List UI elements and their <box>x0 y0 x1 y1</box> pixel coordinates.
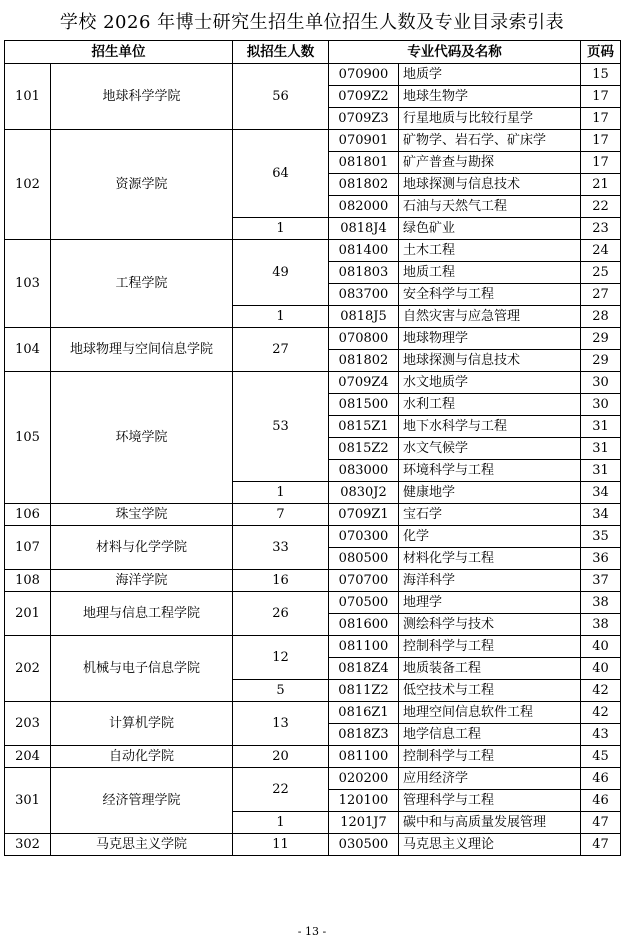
page-ref: 42 <box>581 680 621 702</box>
major-code: 081400 <box>329 240 399 262</box>
unit-code: 101 <box>5 64 51 130</box>
major-name: 地球物理学 <box>399 328 581 350</box>
major-name: 矿产普查与勘探 <box>399 152 581 174</box>
major-code: 081802 <box>329 174 399 196</box>
major-name: 化学 <box>399 526 581 548</box>
table-row <box>5 64 621 86</box>
major-name: 管理科学与工程 <box>399 790 581 812</box>
enrollment-count: 27 <box>233 328 329 372</box>
page-ref: 34 <box>581 482 621 504</box>
header-count: 拟招生人数 <box>233 41 329 64</box>
major-name: 碳中和与高质量发展管理 <box>399 812 581 834</box>
unit-name: 资源学院 <box>51 130 233 240</box>
table-row <box>5 636 621 658</box>
table-row <box>5 328 621 350</box>
table-row <box>5 592 621 614</box>
page-number: - 13 - <box>297 925 327 938</box>
header-row <box>5 41 621 64</box>
page-ref: 29 <box>581 328 621 350</box>
major-code: 020200 <box>329 768 399 790</box>
major-name: 石油与天然气工程 <box>399 196 581 218</box>
page-ref: 36 <box>581 548 621 570</box>
table-row <box>5 240 621 262</box>
table-row <box>5 746 621 768</box>
major-code: 081801 <box>329 152 399 174</box>
page-ref: 21 <box>581 174 621 196</box>
page-ref: 29 <box>581 350 621 372</box>
page-ref: 27 <box>581 284 621 306</box>
enrollment-count: 7 <box>233 504 329 526</box>
unit-code: 103 <box>5 240 51 328</box>
enrollment-count: 56 <box>233 64 329 130</box>
unit-code: 201 <box>5 592 51 636</box>
major-name: 环境科学与工程 <box>399 460 581 482</box>
major-code: 081600 <box>329 614 399 636</box>
major-name: 控制科学与工程 <box>399 636 581 658</box>
major-code: 0709Z1 <box>329 504 399 526</box>
unit-name: 机械与电子信息学院 <box>51 636 233 702</box>
major-code: 070901 <box>329 130 399 152</box>
major-name: 材料化学与工程 <box>399 548 581 570</box>
major-name: 地理学 <box>399 592 581 614</box>
table-row <box>5 372 621 394</box>
table-row <box>5 702 621 724</box>
major-code: 0816Z1 <box>329 702 399 724</box>
major-name: 测绘科学与技术 <box>399 614 581 636</box>
major-name: 水文地质学 <box>399 372 581 394</box>
page-ref: 40 <box>581 636 621 658</box>
major-name: 应用经济学 <box>399 768 581 790</box>
enrollment-count: 33 <box>233 526 329 570</box>
major-code: 070500 <box>329 592 399 614</box>
page-ref: 30 <box>581 394 621 416</box>
table-body <box>5 64 621 856</box>
major-name: 地理空间信息软件工程 <box>399 702 581 724</box>
enrollment-count: 53 <box>233 372 329 482</box>
page-ref: 35 <box>581 526 621 548</box>
page-ref: 45 <box>581 746 621 768</box>
unit-code: 203 <box>5 702 51 746</box>
major-name: 地学信息工程 <box>399 724 581 746</box>
page-ref: 22 <box>581 196 621 218</box>
enrollment-count: 1 <box>233 812 329 834</box>
unit-code: 105 <box>5 372 51 504</box>
page-ref: 25 <box>581 262 621 284</box>
major-name: 控制科学与工程 <box>399 746 581 768</box>
unit-code: 302 <box>5 834 51 856</box>
major-name: 地质学 <box>399 64 581 86</box>
enrollment-count: 22 <box>233 768 329 812</box>
unit-name: 海洋学院 <box>51 570 233 592</box>
major-name: 地球生物学 <box>399 86 581 108</box>
page-ref: 40 <box>581 658 621 680</box>
enrollment-count: 11 <box>233 834 329 856</box>
enrollment-count: 12 <box>233 636 329 680</box>
major-name: 自然灾害与应急管理 <box>399 306 581 328</box>
major-name: 海洋科学 <box>399 570 581 592</box>
major-code: 070800 <box>329 328 399 350</box>
unit-code: 202 <box>5 636 51 702</box>
major-name: 地球探测与信息技术 <box>399 174 581 196</box>
major-code: 0709Z2 <box>329 86 399 108</box>
major-code: 083700 <box>329 284 399 306</box>
unit-name: 地球科学学院 <box>51 64 233 130</box>
unit-name: 环境学院 <box>51 372 233 504</box>
page-ref: 23 <box>581 218 621 240</box>
major-code: 070900 <box>329 64 399 86</box>
enrollment-count: 26 <box>233 592 329 636</box>
major-name: 地质工程 <box>399 262 581 284</box>
unit-code: 104 <box>5 328 51 372</box>
enrollment-count: 64 <box>233 130 329 218</box>
page-ref: 31 <box>581 416 621 438</box>
enrollment-count: 13 <box>233 702 329 746</box>
major-code: 120100 <box>329 790 399 812</box>
page-ref: 24 <box>581 240 621 262</box>
header-unit: 招生单位 <box>5 41 233 64</box>
unit-name: 地球物理与空间信息学院 <box>51 328 233 372</box>
header-major: 专业代码及名称 <box>329 41 581 64</box>
major-name: 地下水科学与工程 <box>399 416 581 438</box>
major-code: 070700 <box>329 570 399 592</box>
page-ref: 42 <box>581 702 621 724</box>
enrollment-count: 49 <box>233 240 329 306</box>
unit-code: 108 <box>5 570 51 592</box>
unit-code: 102 <box>5 130 51 240</box>
unit-name: 材料与化学学院 <box>51 526 233 570</box>
document-title: 学校 2026 年博士研究生招生单位招生人数及专业目录索引表 <box>59 12 565 33</box>
table-row <box>5 834 621 856</box>
unit-name: 工程学院 <box>51 240 233 328</box>
page-ref: 31 <box>581 438 621 460</box>
unit-code: 107 <box>5 526 51 570</box>
page-ref: 47 <box>581 812 621 834</box>
page-ref: 46 <box>581 790 621 812</box>
enrollment-count: 1 <box>233 218 329 240</box>
major-name: 水利工程 <box>399 394 581 416</box>
unit-name: 珠宝学院 <box>51 504 233 526</box>
major-name: 马克思主义理论 <box>399 834 581 856</box>
enrollment-count: 1 <box>233 306 329 328</box>
major-code: 0815Z1 <box>329 416 399 438</box>
enrollment-count: 1 <box>233 482 329 504</box>
major-code: 0709Z3 <box>329 108 399 130</box>
major-code: 081100 <box>329 746 399 768</box>
index-table <box>4 40 621 856</box>
page-ref: 34 <box>581 504 621 526</box>
major-name: 健康地学 <box>399 482 581 504</box>
major-code: 0818J5 <box>329 306 399 328</box>
major-code: 082000 <box>329 196 399 218</box>
page-ref: 46 <box>581 768 621 790</box>
page-ref: 30 <box>581 372 621 394</box>
page-ref: 17 <box>581 152 621 174</box>
major-code: 080500 <box>329 548 399 570</box>
major-name: 低空技术与工程 <box>399 680 581 702</box>
major-name: 矿物学、岩石学、矿床学 <box>399 130 581 152</box>
table-row <box>5 526 621 548</box>
page-ref: 31 <box>581 460 621 482</box>
major-code: 1201J7 <box>329 812 399 834</box>
page-ref: 43 <box>581 724 621 746</box>
page-ref: 38 <box>581 592 621 614</box>
table-row <box>5 130 621 152</box>
major-code: 0811Z2 <box>329 680 399 702</box>
page-ref: 28 <box>581 306 621 328</box>
major-name: 水文气候学 <box>399 438 581 460</box>
major-name: 地球探测与信息技术 <box>399 350 581 372</box>
major-code: 081803 <box>329 262 399 284</box>
major-name: 地质装备工程 <box>399 658 581 680</box>
major-code: 070300 <box>329 526 399 548</box>
major-code: 0818J4 <box>329 218 399 240</box>
major-name: 安全科学与工程 <box>399 284 581 306</box>
unit-name: 经济管理学院 <box>51 768 233 834</box>
page-ref: 38 <box>581 614 621 636</box>
major-code: 0709Z4 <box>329 372 399 394</box>
page-ref: 17 <box>581 108 621 130</box>
table-row <box>5 768 621 790</box>
enrollment-count: 5 <box>233 680 329 702</box>
major-code: 081100 <box>329 636 399 658</box>
major-code: 0830J2 <box>329 482 399 504</box>
table-row <box>5 504 621 526</box>
enrollment-count: 16 <box>233 570 329 592</box>
unit-name: 自动化学院 <box>51 746 233 768</box>
unit-code: 204 <box>5 746 51 768</box>
page-ref: 17 <box>581 130 621 152</box>
major-code: 083000 <box>329 460 399 482</box>
page-ref: 47 <box>581 834 621 856</box>
unit-name: 地理与信息工程学院 <box>51 592 233 636</box>
major-name: 宝石学 <box>399 504 581 526</box>
major-code: 0815Z2 <box>329 438 399 460</box>
major-name: 土木工程 <box>399 240 581 262</box>
major-code: 081500 <box>329 394 399 416</box>
major-name: 绿色矿业 <box>399 218 581 240</box>
unit-name: 计算机学院 <box>51 702 233 746</box>
enrollment-count: 20 <box>233 746 329 768</box>
major-code: 0818Z4 <box>329 658 399 680</box>
major-code: 0818Z3 <box>329 724 399 746</box>
page-ref: 17 <box>581 86 621 108</box>
unit-code: 106 <box>5 504 51 526</box>
major-code: 030500 <box>329 834 399 856</box>
unit-code: 301 <box>5 768 51 834</box>
header-page: 页码 <box>581 41 621 64</box>
unit-name: 马克思主义学院 <box>51 834 233 856</box>
page-ref: 37 <box>581 570 621 592</box>
page-ref: 15 <box>581 64 621 86</box>
major-name: 行星地质与比较行星学 <box>399 108 581 130</box>
major-code: 081802 <box>329 350 399 372</box>
table-row <box>5 570 621 592</box>
